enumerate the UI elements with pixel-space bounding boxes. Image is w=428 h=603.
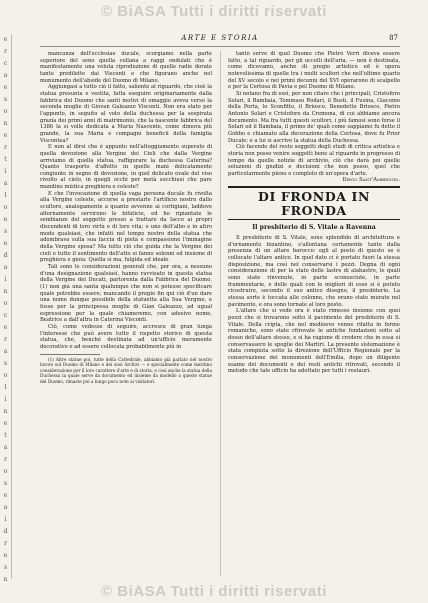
paragraph: Aggiungasi a tutto ciò il fatto, saliente al riguardo, che cioè la statua presunta e vestita, fatta eseguire originariamente dalla fabbrica del Duomo che santi motivi di omaggio aveva verso la seconda moglie di Giovan Galeazzo Visconti. Non era stato per l'appunto, in seguito al voto della duchessa per la sospirata grazia dei primi anni di matrimonio, che la nascente fabbrica del 1386 la si volle dedicata a Maria Nascente, come dimora più grande, la sua Maria e compagni beneficii della famiglia Visconteа? [40,84,212,144]
paragraph: E non al dirsi che è appunto nell'atteggiamento superato di quella devozione alla Vergine dei Cieli che dalla Vergine arriviamo di quella statua, raffigurare la duchessa Caterina? Quanto trasporto d'affetto in quelle mani delicatamente congiunte in segno di devozione, in quel delicato ovale del viso rivolto al cielo, in quegli occhi per metà socchiusi che pare mandino mistica preghiera e celeste? [40,144,212,191]
left-column [40,51,212,576]
margin-letter: t [4,432,7,439]
margin-letter: r [4,48,7,55]
margin-letter: n [3,120,8,127]
margin-letter: c [3,60,8,67]
margin-letter: r [4,336,7,343]
margin-letter: a [3,264,8,271]
watermark-top: © BiASA Tutti i diritti riservati [101,3,327,20]
paragraph: E che l'invocazione di quella vaga persona ducale fu rivolta alla Vergine celeste, accorse a prestarle l'artificio nostro dallo scultore, analogamente a quanto avvenne ai cortigiani, laddove alternamente servirono le bifaticie, ed ho ripiantate le sembianze del soggetto presso a trattare da Iacco ai propri discendenti di loro virtù e di loro vita; o uno dell'albo e in altro modo qualsiasi, che infatti nel tempo nostro della statua che adombrava sulla sua faccia di pietà e compassione l'immagine della Vergine sposa? Ma tutto ciò che guida che la Vergine dei cieli e tutto il sentimento dell'atto si fanno solenni ed insieme di preghiera e gioia: Quella si ma, fulgida ed ideale. [40,190,212,264]
watermark-bottom: © BiASA Tutti i diritti riservati [101,583,327,600]
margin-letter: o [3,108,8,115]
section-rule-bottom [228,219,400,220]
margin-letter: e [3,324,8,331]
margin-letter: o [3,372,8,379]
section-title: DI FRONDA IN FRONDA [258,189,370,219]
margin-letter: a [3,180,8,187]
right-column-intro [228,51,400,177]
author-signature: Diego Sant'Ambrogio. [342,177,400,184]
margin-letter: s [3,96,8,103]
footnote: (1) Altre statue poi, tutte della Cattedrale, abbiamo già parlato nel nostro lavoro sul Duomo di Milano e dei suoi Archivi — e specialmente come meritino considerazione per il loro carattere d'arte e di storia, e così anche la statua della Duchessa la quale serve da documento ed insieme da modello a queste statue del Duomo, rimaste poi a lungo poco note ai visitatori. [40,356,212,384]
margin-letter: o [3,204,8,211]
margin-letter: d [3,252,8,259]
margin-letter: e [3,492,8,499]
footnote-rule [40,354,100,355]
margin-letter: n [3,408,8,415]
margin-letter: a [3,444,8,451]
margin-letter: a [3,348,8,355]
margin-letter: n [3,576,8,583]
margin-letter: n [3,288,8,295]
margin-letter: l [4,384,7,391]
margin-letter: c [3,312,8,319]
paragraph: Tali sono le considerazioni generali che, per ora, a nessuno d'una designazione qualsiasi, hanno ravvisato in questa statua della Vergine dei Ducati, partorenta dalla Fabbrica del Duomo, (1) non già una santa qualunque che non si potesse specificare quale potrebbe essere; mancando il pregio fin qui ciò d'un dare una nome dunque possibile della statuetta alla Sua Vergine, e fosse per la principessa moglie di Gian Galeazzo, ad ugual espressione per la quale chiameremo, con adesivo nome, Beatrice a dall'altra in Caterina Visconti. [40,264,212,324]
margin-letter: e [3,84,8,91]
margin-letter: l [4,192,7,199]
margin-letter: r [4,144,7,151]
margin-letter: e [3,240,8,247]
paragraph: Ciò, come vedesse di seguire, accresce di gran lunga l'interesse che può avere tutto il rispetto storico di questa statua, che, benché destinata ad un'ufficio meramente decorativo e ad essere collocata probabilmente più in [40,323,212,350]
paragraph: Ciò facendo del resto soggetti degli studi di critica artistica e storia non posso venire soggetti bene al riguardo in progresso di tempo da quelle notizie di archivio, ciò che darà poi quelle soluzioni di giudizi e decisioni che non posso, quel che particolarmente pieno e completo di un'opera d'arte. [228,144,400,177]
paragraph: L'altare che si vede ora è stato rimesso insieme con quei pezzi che si trovarono sotto il pavimento del presbiterio di S. Vitale. Della cripta, che nel medioevo venne rifatta in forme romaniche, sono state ritrovate le antiche fondazioni sotto al dosso dell'altare stesso, e si ha ragione di credere che in essa si conservassero le spoglie dei Martiri. La presente sistemazione è stata compiuta sotto la direzione dell'Ufficio Regionale per la conservazione dei monumenti dell'Emilia, dopo un diligente esame dei documenti e dei resti antichi ritrovati, secondo il metodo che tale ufficio ha adottato per tutti i restauri. [228,308,400,375]
margin-letter: i [4,396,7,403]
margin-letter: i [4,168,7,175]
margin-letter: i [4,516,7,523]
margin-letter: e [3,216,8,223]
page-number: 87 [389,34,398,42]
margin-letter: e [3,420,8,427]
margin-letter: o [3,468,8,475]
margin-letter: a [3,72,8,79]
margin-letter: s [3,360,8,367]
column-divider [220,51,221,576]
paragraph: Il presbiterio di S. Vitale, sono splendido di architettura e d'ornamento bizantino, s'allontana certamente tanto dalla presenza di un altare barocco: egli al posto di questo se è collocato l'altare antico. In quel dato ci è portato fuori la stessa disposizione, ma così nel conservarsi i pezzi. Degna di ogni considerazione di per la stato delle lastre di alabastro, le quali sono state rinvenute, in parte sconosciute, in parte frammentarie, e delle quali con le migliori di esse si è potuto ricostruire, secondo il suo antico disegno, il presbiterio. La stessa sorte è toccata alle colonne, che erano state murate nel pavimento, e ora sono tornate al loro posto. [228,235,400,308]
margin-letter: r [4,456,7,463]
page-header [40,34,400,47]
margin-letter: s [3,480,8,487]
margin-letter: d [3,528,8,535]
margin-letter: r [4,540,7,547]
margin-letter: s [3,228,8,235]
margin-letter: s [3,564,8,571]
right-column [228,51,400,576]
paragraph: mancanza dell'ecclesiae ducale, scorgiamo nella parte superiore del seno quella collana a raggi ondulati che è manifestamente una voluta riproduzione di quelle radie dorate tanto predilette dai Visconti e che figurano anche nel monumento dell'abside del Duomo di Milano. [40,51,212,84]
margin-letter: o [3,300,8,307]
margin-letter: e [3,552,8,559]
margin-letter: t [4,156,7,163]
left-column-body [40,51,212,351]
paragraph: Si notano fra di essi, per non citare che i principali, Cristoforo Solari, il Bambaia, Tommaso Rodari, il Busti, il Fusina, Giacomo della Porta, lo Sconfitto, il Briosco, Benedetto Briosco, Pietro Antonio Solari e Cristoforo da Cremona, di cui abbiamo ancora documento. Ma fra tutti questi scultori, i più famosi sono forse il Solari ed il Bambaia, il primo de' quali come sappiamo fu detto il Gobbo e chiamato alla decorazione della Certosa, dove fu Prior Ducale; e a lui si ascrive la statua della Duchessa. [228,90,400,144]
paragraph: tanto serve di quel Duomo che Pietro Verri diceva essere fatto, a tal riguardo, per gli uccelli dell'aria, — non è destinata, come dicevamo, anche di pregio artistico ed è opera notevolissima di quelle tra i molti scultori che nell'ultimo quarto del XV secolo e nei primi decenni del XVI operarono di scalpello e per la Certosa di Pavia e pel Duomo di Milano. [228,51,400,91]
article-title: Il presbiterio di S. Vitale a Ravenna [252,224,376,232]
article-body [228,235,400,375]
margin-letter: e [3,36,8,43]
adjacent-page-margin [0,34,12,583]
running-head: ARTE E STORIA [181,34,259,42]
margin-letter: i [4,276,7,283]
margin-letter: e [3,132,8,139]
margin-letter: a [3,504,8,511]
